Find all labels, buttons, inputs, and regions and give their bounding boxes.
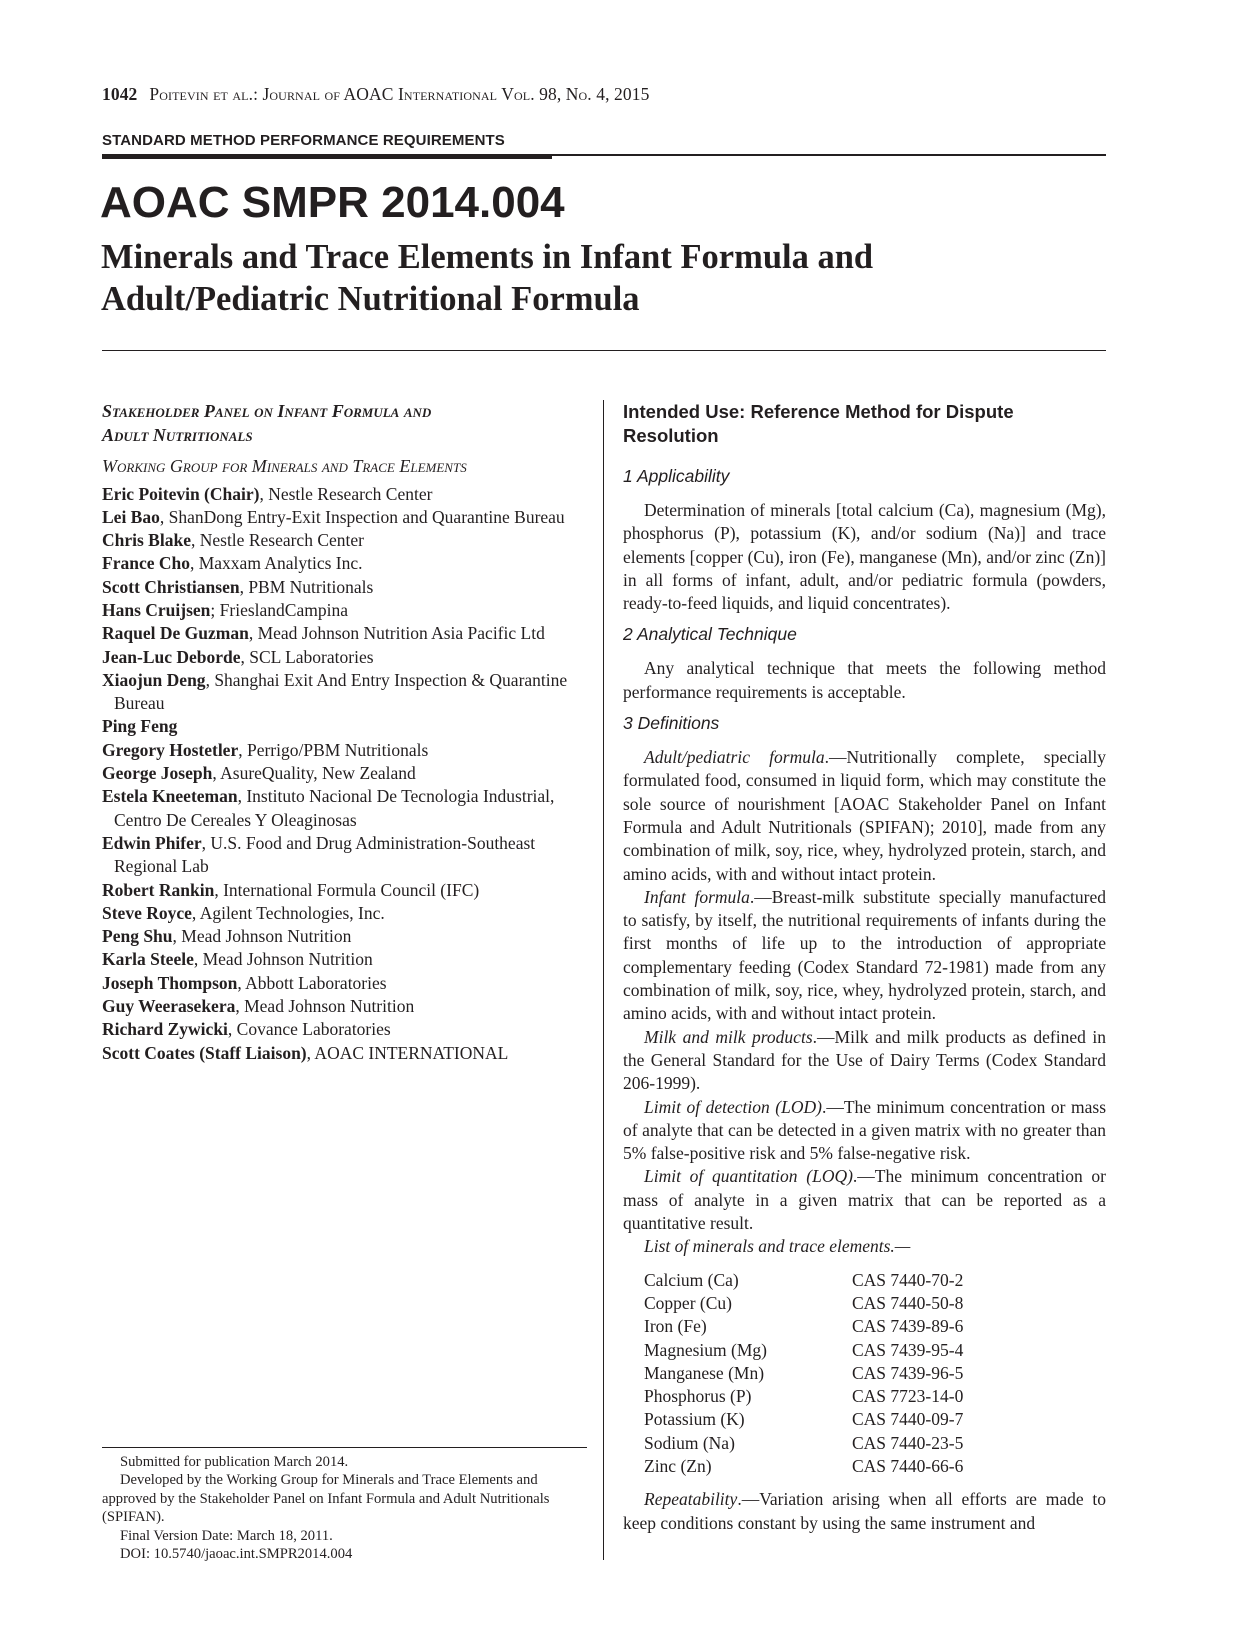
member-name: Richard Zywicki [102,1019,228,1040]
member-name: Lei Bao [102,506,160,527]
definition-text: .—Variation arising when all efforts are made to keep conditions constant by using the same instrument and [623,1489,1106,1533]
element-table [644,1269,963,1479]
definition-term: Milk and milk products [644,1026,813,1047]
member-name: Chris Blake [102,530,191,551]
column-divider [603,400,604,1560]
footnote-rule [102,1447,587,1448]
member-affiliation: , Shanghai Exit And Entry Inspection & Quarantine Bureau [114,669,568,714]
table-row [644,1339,963,1362]
member-entry [102,995,587,1018]
member-affiliation: , Mead Johnson Nutrition [172,926,352,947]
table-row [644,1432,963,1455]
member-affiliation: , U.S. Food and Drug Administration-Southeast Regional Lab [114,832,536,877]
member-affiliation: , PBM Nutritionals [239,576,374,597]
member-name: Xiaojun Deng [102,669,206,690]
definition-term: Infant formula [644,886,750,907]
member-affiliation: , Mead Johnson Nutrition [193,949,373,970]
member-name: Estela Kneeteman [102,786,238,807]
element-cas: CAS 7439-95-4 [852,1339,964,1360]
member-name: Ping Feng [102,716,178,737]
member-name: Hans Cruijsen [102,599,211,620]
definition-term: Repeatability [644,1489,738,1510]
member-entry [102,552,587,575]
element-cas: CAS 7440-23-5 [852,1432,964,1453]
member-entry [102,948,587,971]
page-number: 1042 [102,84,138,104]
member-affiliation: ; FrieslandCampina [210,599,348,620]
member-name: Eric Poitevin (Chair) [102,483,260,504]
member-affiliation: , Maxxam Analytics Inc. [189,553,363,574]
member-name: France Cho [102,553,190,574]
member-affiliation: , SCL Laboratories [240,646,374,667]
definition-term: Limit of detection (LOD) [644,1096,822,1117]
member-name: Scott Christiansen [102,576,240,597]
header-rule-accent [102,155,552,159]
definition-milk-products [623,1026,1106,1096]
member-affiliation: , Instituto Nacional De Tecnologia Industrial, Centro De Cereales Y Oleaginosas [114,786,555,830]
element-name: Potassium (K) [644,1409,745,1430]
member-entry [102,576,587,599]
member-entry [102,599,587,622]
member-name: George Joseph [102,763,213,784]
member-entry [102,622,587,645]
definition-text: .—The minimum concentration or mass of analyte in a given matrix that can be reported as a quantitative result. [623,1166,1107,1234]
left-column [102,400,587,1065]
member-entry [102,879,587,902]
element-name: Phosphorus (P) [644,1386,752,1407]
member-entry [102,669,587,716]
table-row [644,1269,963,1292]
member-affiliation: , Abbott Laboratories [237,972,387,993]
section-2-text: Any analytical technique that meets the following method performance requirements is acceptable. [623,658,1106,702]
member-affiliation: , International Formula Council (IFC) [214,879,480,900]
page-title: AOAC SMPR 2014.004 [100,178,565,227]
subtitle-line-1: Minerals and Trace Elements in Infant Formula and [101,238,874,276]
panel-heading-line-1: Stakeholder Panel on Infant Formula and [102,401,432,421]
panel-heading-line-2: Adult Nutritionals [102,424,253,445]
member-affiliation: , Nestle Research Center [259,483,433,504]
element-cas: CAS 7439-96-5 [852,1362,964,1383]
member-name: Edwin Phifer [102,832,202,853]
table-row [644,1292,963,1315]
member-entry [102,762,587,785]
element-cas: CAS 7440-70-2 [852,1269,964,1290]
member-affiliation: , AOAC INTERNATIONAL [306,1042,509,1063]
table-row [644,1385,963,1408]
member-name: Scott Coates (Staff Liaison) [102,1042,307,1063]
element-name: Magnesium (Mg) [644,1339,767,1360]
definition-text: .—Milk and milk products as defined in the General Standard for the Use of Dairy Terms (Codex Standard 206-1999). [623,1026,1106,1094]
member-name: Steve Royce [102,902,192,923]
element-cas: CAS 7723-14-0 [852,1386,964,1407]
footnote [102,1453,587,1563]
member-entry [102,785,587,832]
running-header [102,84,649,105]
member-entry [102,832,587,879]
footnote-submitted: Submitted for publication March 2014. [120,1454,349,1470]
element-name: Sodium (Na) [644,1432,735,1453]
member-name: Jean-Luc Deborde [102,646,241,667]
definition-repeatability [623,1488,1106,1535]
table-row [644,1408,963,1431]
definition-adult-formula [623,746,1106,886]
member-entry [102,529,587,552]
member-affiliation: , Agilent Technologies, Inc. [191,902,385,923]
table-row [644,1315,963,1338]
member-entry [102,715,587,738]
member-name: Gregory Hostetler [102,739,239,760]
element-cas: CAS 7440-66-6 [852,1455,964,1476]
table-row [644,1362,963,1385]
member-name: Joseph Thompson [102,972,238,993]
element-name: Manganese (Mn) [644,1362,765,1383]
member-entry [102,972,587,995]
member-list [102,483,587,1065]
footnote-final-version: Final Version Date: March 18, 2011. [120,1527,333,1544]
intended-use-heading: Intended Use: Reference Method for Dispute Resolution [623,401,1014,446]
member-entry [102,646,587,669]
member-affiliation: , Mead Johnson Nutrition [235,996,415,1017]
list-label: List of minerals and trace elements.— [644,1236,911,1257]
section-1-text: Determination of minerals [total calcium (Ca), magnesium (Mg), phosphorus (P), potassium (K), and/or sodium (Na)] and trace elements [copper (Cu), iron (Fe), manganese (Mn), and/or zinc (Zn)] in all forms of infant, adult, and/or pediatric formula (powders, ready-to-feed liquids, and liquid concentrates). [623,500,1106,614]
section-2-heading: 2 Analytical Technique [623,624,797,645]
definition-lod [623,1096,1106,1166]
member-affiliation: , ShanDong Entry-Exit Inspection and Quarantine Bureau [159,506,565,527]
definition-infant-formula [623,886,1106,1026]
page-subtitle [101,236,1101,320]
element-list-label [623,1235,1106,1258]
element-name: Iron (Fe) [644,1316,707,1337]
member-affiliation: , Covance Laboratories [227,1019,391,1040]
member-entry [102,925,587,948]
member-name: Karla Steele [102,949,194,970]
subtitle-line-2: Adult/Pediatric Nutritional Formula [101,280,640,318]
member-entry [102,506,587,529]
stakeholder-panel-heading [102,400,587,447]
definition-loq [623,1165,1106,1235]
footnote-doi: DOI: 10.5740/jaoac.int.SMPR2014.004 [120,1546,353,1563]
definition-text: .—The minimum concentration or mass of analyte that can be detected in a given matrix with no greater than 5% false-positive risk and 5% false-negative risk. [623,1096,1107,1164]
section-label: STANDARD METHOD PERFORMANCE REQUIREMENTS [102,132,505,149]
running-title: Poitevin et al.: Journal of AOAC International Vol. 98, No. 4, 2015 [149,84,650,104]
member-affiliation: , Nestle Research Center [190,530,364,551]
member-affiliation: , Mead Johnson Nutrition Asia Pacific Ltd [248,623,545,644]
title-rule [102,350,1106,351]
element-name: Zinc (Zn) [644,1455,712,1476]
member-entry [102,739,587,762]
working-group-heading: Working Group for Minerals and Trace Elements [102,456,467,476]
member-name: Guy Weerasekera [102,996,236,1017]
member-entry [102,483,587,506]
footnote-developed: Developed by the Working Group for Minerals and Trace Elements and approved by the Stakeholder Panel on Infant Formula and Adult Nutritionals (SPIFAN). [102,1472,550,1526]
member-affiliation: , AsureQuality, New Zealand [212,763,416,784]
section-1-heading: 1 Applicability [623,466,730,486]
element-name: Calcium (Ca) [644,1269,739,1290]
definition-term: Limit of quantitation (LOQ) [644,1166,853,1187]
right-column [623,400,1106,1535]
element-cas: CAS 7440-09-7 [852,1409,964,1430]
section-3-heading: 3 Definitions [623,713,720,734]
element-name: Copper (Cu) [644,1292,732,1313]
member-entry [102,1042,587,1065]
definition-text: .—Nutritionally complete, specially formulated food, consumed in liquid form, which may constitute the sole source of nourishment [AOAC Stakeholder Panel on Infant Formula and Adult Nutritionals (SPIFAN); 2010], made from any combination of milk, soy, rice, whey, hydrolyzed protein, starch, and amino acids, with and without intact protein. [623,747,1106,884]
member-name: Raquel De Guzman [102,623,249,644]
member-entry [102,1018,587,1041]
definition-term: Adult/pediatric formula [644,747,825,768]
member-name: Robert Rankin [102,879,215,900]
element-cas: CAS 7440-50-8 [852,1292,964,1313]
definition-text: .—Breast-milk substitute specially manufactured to satisfy, by itself, the nutritional requirements of infants during the first months of life up to the introduction of appropriate complementary feeding (Codex Standard 72-1981) made from any combination of milk, soy, rice, whey, hydrolyzed protein, starch, and amino acids, with and without intact protein. [623,886,1106,1024]
element-cas: CAS 7439-89-6 [852,1316,964,1337]
table-row [644,1455,963,1478]
member-entry [102,902,587,925]
member-name: Peng Shu [102,926,173,947]
member-affiliation: , Perrigo/PBM Nutritionals [238,739,429,760]
